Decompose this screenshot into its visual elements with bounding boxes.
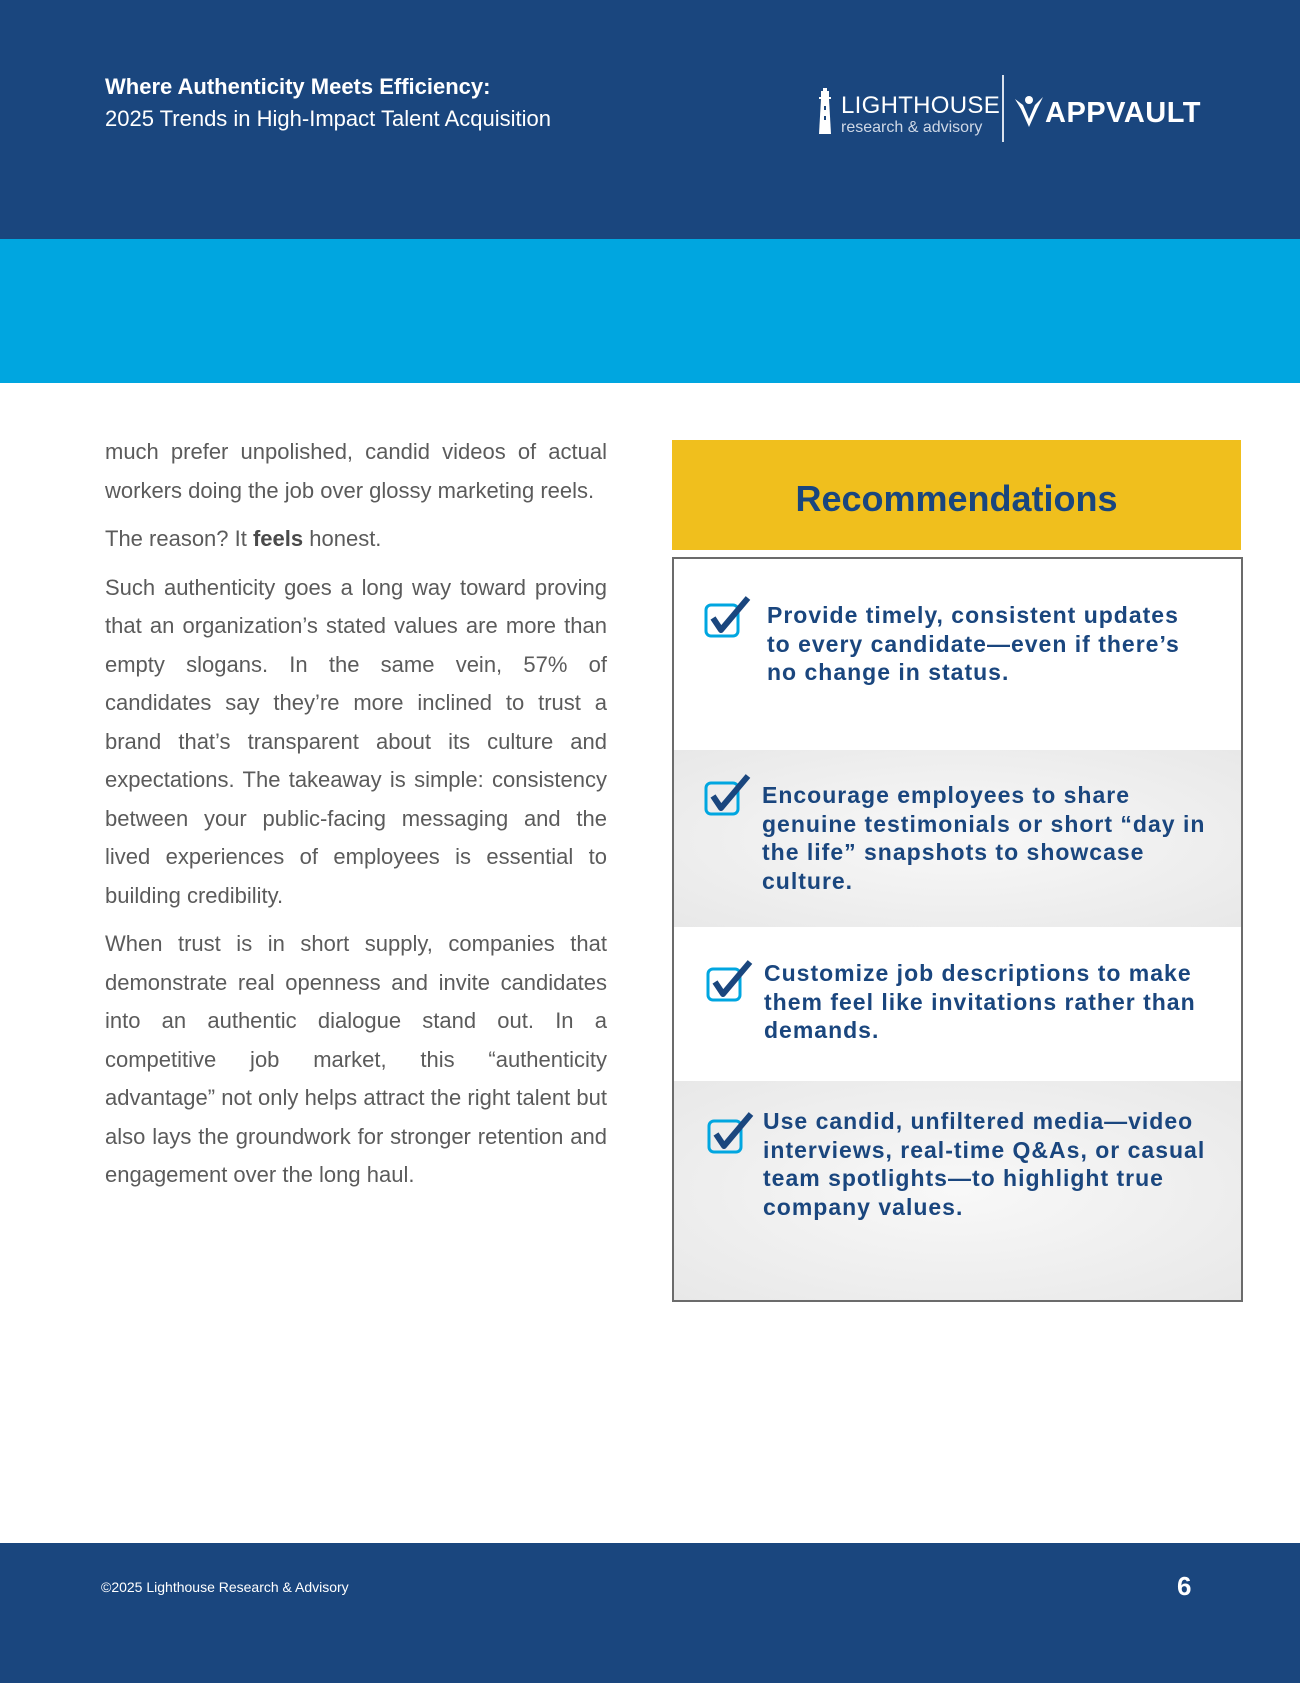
paragraph-2-bold: feels xyxy=(252,526,304,551)
recommendations-header xyxy=(672,440,1241,550)
recommendation-item xyxy=(674,927,1241,1081)
accent-band xyxy=(0,239,1300,383)
recommendations-title: Recommendations xyxy=(795,478,1118,519)
paragraph-2-lead: The reason? It xyxy=(105,526,253,551)
recommendation-text: Customize job descriptions to make them feel like invitations rather than demands. xyxy=(764,960,1196,1043)
paragraph-2-tail: honest. xyxy=(303,526,382,551)
logo-divider xyxy=(1002,75,1004,142)
appvault-name: APPVAULT xyxy=(1045,97,1201,129)
paragraph-3: Such authenticity goes a long way toward proving that an organization’s stated values are more than empty slogans. In the same vein, 57% of candidates say they’re more inclined to trust a brand that’s transparent about its culture and expectations. The takeaway is simple: consistency between your public-facing messaging and the lived experiences of employees is essential to building credibility. xyxy=(105,574,607,908)
page-header xyxy=(0,0,1300,239)
report-subtitle: 2025 Trends in High-Impact Talent Acquisition xyxy=(105,106,551,131)
checkbox-check-icon xyxy=(704,595,752,639)
body-text xyxy=(105,433,607,1205)
checkbox-check-icon xyxy=(704,773,752,817)
recommendation-item xyxy=(674,750,1241,927)
lighthouse-logo xyxy=(815,86,1001,138)
page-number: 6 xyxy=(1177,1571,1192,1601)
recommendation-text: Use candid, unfiltered media—video interviews, real-time Q&As, or casual team spotlights—to highlight true company values. xyxy=(763,1108,1206,1220)
lighthouse-tagline: research & advisory xyxy=(841,119,983,136)
recommendation-item xyxy=(674,559,1241,750)
lighthouse-icon xyxy=(815,88,835,136)
paragraph-4: When trust is in short supply, companies that demonstrate real openness and invite candidates into an authentic dialogue stand out. In a competitive job market, this “authenticity advantage” not only helps attract the right talent but also lays the groundwork for stronger retention and engagement over the long haul. xyxy=(105,931,607,1187)
report-title: Where Authenticity Meets Efficiency: xyxy=(105,74,491,99)
page-footer xyxy=(0,1543,1300,1683)
recommendations-box xyxy=(672,557,1243,1302)
paragraph-1: much prefer unpolished, candid videos of actual workers doing the job over glossy marketing reels. xyxy=(105,439,607,503)
recommendation-text: Provide timely, consistent updates to every candidate—even if there’s no change in status. xyxy=(767,602,1180,685)
copyright-text: ©2025 Lighthouse Research & Advisory xyxy=(101,1579,349,1595)
lighthouse-name: LIGHTHOUSE xyxy=(841,92,1001,119)
checkbox-check-icon xyxy=(707,1111,755,1155)
recommendation-text: Encourage employees to share genuine testimonials or short “day in the life” snapshots to showcase culture. xyxy=(762,782,1206,894)
recommendation-item xyxy=(674,1081,1241,1300)
paragraph-2 xyxy=(105,520,607,559)
appvault-person-icon xyxy=(1015,95,1045,127)
checkbox-check-icon xyxy=(706,959,754,1003)
